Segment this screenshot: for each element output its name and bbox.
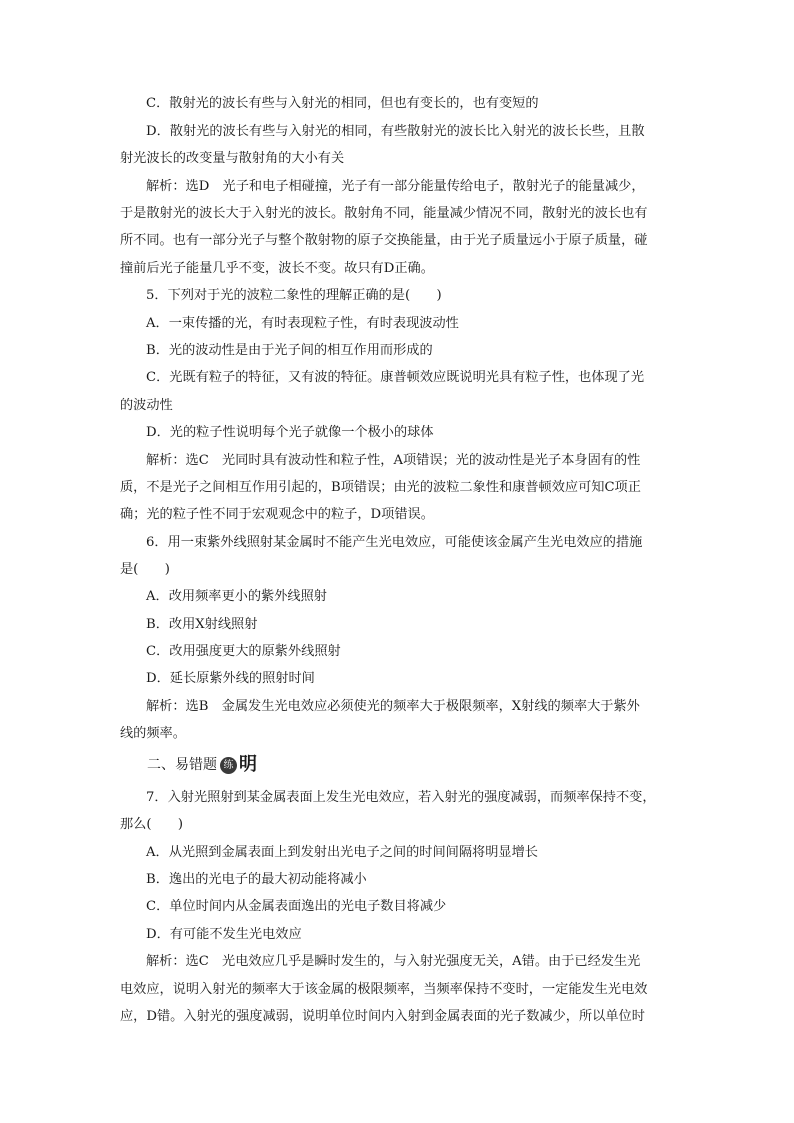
option-b-q5: B．光的波动性是由于光子间的相互作用而形成的 [146,343,433,358]
option-c-q4: C．散射光的波长有些与入射光的相同，但也有变长的，也有变短的 [146,96,539,111]
analysis-q4-cont1: 于是散射光的波长大于入射光的波长。散射角不同，能量减少情况不同，散射光的波长也有 [120,206,648,221]
analysis-q6-cont: 线的频率。 [120,726,186,741]
option-d-q7: D．有可能不发生光电效应 [146,927,302,942]
practice-badge-icon: 练 [220,757,237,774]
analysis-q7: 解析：选C 光电效应几乎是瞬时发生的，与入射光强度无关，A错。由于已经发生光 [146,954,641,969]
analysis-q5: 解析：选C 光同时具有波动性和粒子性，A项错误；光的波动性是光子本身固有的性 [146,453,641,468]
question-6: 6．用一束紫外线照射某金属时不能产生光电效应，可能使该金属产生光电效应的措施 [146,535,643,550]
section-title-emphasis: 明 [239,754,257,775]
analysis-q5-cont2: 确；光的粒子性不同于宏观观念中的粒子，D项错误。 [120,507,434,522]
option-d-q5: D．光的粒子性说明每个光子就像一个极小的球体 [146,425,434,440]
option-a-q5: A．一束传播的光，有时表现粒子性，有时表现波动性 [146,316,459,331]
option-c-q6: C．改用强度更大的原紫外线照射 [146,644,341,659]
question-6-cont: 是( ) [120,562,170,577]
analysis-q4: 解析：选D 光子和电子相碰撞，光子有一部分能量传给电子，散射光子的能量减少， [146,179,645,194]
analysis-q5-cont1: 质，不是光子之间相互作用引起的，B项错误；由光的波粒二象性和康普顿效应可知C项正 [120,480,641,495]
analysis-q7-cont1: 电效应，说明入射光的频率大于该金属的极限频率，当频率保持不变时，一定能发生光电效 [120,982,648,997]
option-d-q4: D．散射光的波长有些与入射光的相同，有些散射光的波长比入射光的波长长些，且散 [146,124,645,139]
analysis-q4-cont2: 所不同。也有一部分光子与整个散射物的原子交换能量，由于光子质量远小于原子质量，碰 [120,233,648,248]
question-7: 7．入射光照射到某金属表面上发生光电效应，若入射光的强度减弱，而频率保持不变， [146,790,656,805]
option-d-q6: D．延长原紫外线的照射时间 [146,671,315,686]
option-c-q7: C．单位时间内从金属表面逸出的光电子数目将减少 [146,899,447,914]
section-title: 二、易错题 [147,757,217,773]
option-d-q4-cont: 射光波长的改变量与散射角的大小有关 [120,151,345,166]
option-c-q5: C．光既有粒子的特征，又有波的特征。康普顿效应既说明光具有粒子性，也体现了光 [146,370,645,385]
question-5: 5．下列对于光的波粒二象性的理解正确的是( ) [146,288,442,303]
analysis-q6: 解析：选B 金属发生光电效应必须使光的频率大于极限频率，X射线的频率大于紫外 [146,699,640,714]
option-a-q6: A．改用频率更小的紫外线照射 [146,589,327,604]
analysis-q4-cont3: 撞前后光子能量几乎不变，波长不变。故只有D正确。 [120,261,434,276]
option-b-q7: B．逸出的光电子的最大初动能将减小 [146,872,367,887]
analysis-q7-cont2: 应，D错。入射光的强度减弱，说明单位时间内入射到金属表面的光子数减少，所以单位时 [120,1009,645,1024]
option-a-q7: A．从光照到金属表面上到发射出光电子之间的时间间隔将明显增长 [146,845,538,860]
option-b-q6: B．改用X射线照射 [146,617,258,632]
section-heading [147,754,257,776]
option-c-q5-cont: 的波动性 [120,398,173,413]
question-7-cont: 那么( ) [120,817,184,832]
